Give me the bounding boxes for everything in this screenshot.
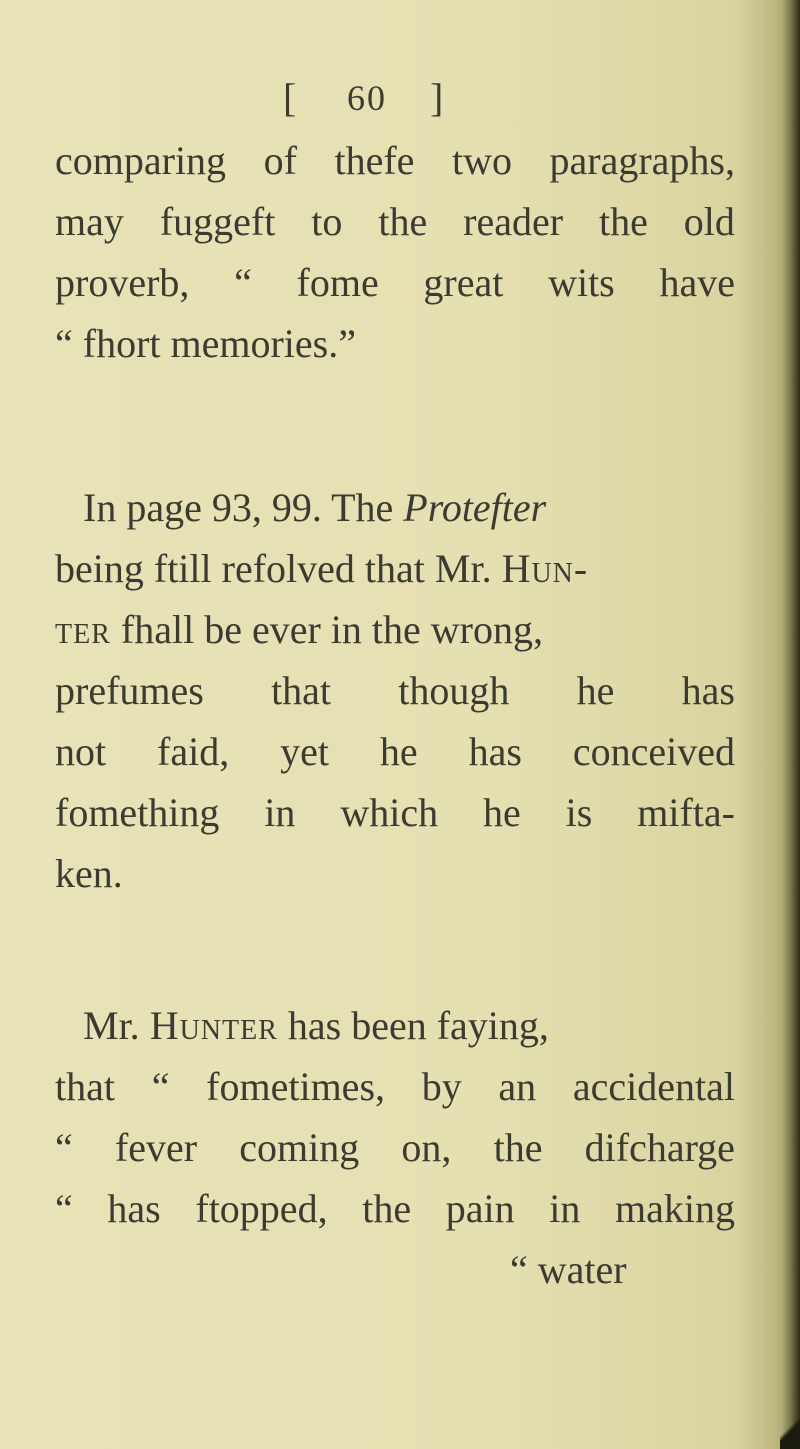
word: fever — [114, 1125, 198, 1170]
text-run: In page 93, 99. The — [83, 485, 404, 530]
small-caps-name: Hunter — [149, 1003, 278, 1048]
word: proverb, — [55, 260, 190, 305]
word: pain — [445, 1186, 515, 1231]
text-line: “ fhort memories.” — [55, 321, 356, 366]
page-number: 60 — [347, 78, 387, 118]
word: fometimes, — [206, 1064, 386, 1109]
word: comparing — [55, 138, 227, 183]
word: paragraphs, — [549, 138, 735, 183]
word: which — [340, 790, 439, 835]
text-line — [55, 193, 735, 251]
word: an — [498, 1064, 537, 1109]
text-line — [55, 723, 735, 781]
small-caps-name: Hun- — [501, 546, 589, 591]
text-run: fhall be ever in the wrong, — [110, 607, 543, 652]
word: not — [55, 729, 107, 774]
text-line — [83, 997, 549, 1055]
text-line — [55, 540, 588, 598]
word: ftopped, — [195, 1186, 328, 1231]
word: “ — [55, 1125, 73, 1170]
text-line — [83, 479, 546, 537]
word: has — [468, 729, 522, 774]
word: of — [263, 138, 297, 183]
page-corner-shadow — [780, 1409, 800, 1449]
word: conceived — [572, 729, 735, 774]
word: “ — [234, 260, 252, 305]
word: he — [482, 790, 521, 835]
word: he — [576, 668, 615, 713]
word: great — [423, 260, 504, 305]
word: faid, — [157, 729, 230, 774]
word: yet — [280, 729, 329, 774]
word: though — [398, 668, 510, 713]
word: in — [549, 1186, 581, 1231]
text-line — [55, 1119, 735, 1177]
word: thefe — [334, 138, 415, 183]
word: on, — [401, 1125, 452, 1170]
word: that — [271, 668, 332, 713]
text-line — [55, 784, 735, 842]
text-line — [55, 254, 735, 312]
word: fuggeft — [159, 199, 276, 244]
word: fomething — [55, 790, 220, 835]
word: to — [311, 199, 343, 244]
word: the — [493, 1125, 543, 1170]
word: “ — [55, 1186, 73, 1231]
page-edge-shadow — [782, 0, 800, 1449]
text-run: has been faying, — [277, 1003, 549, 1048]
text-line — [55, 601, 543, 659]
word: may — [55, 199, 124, 244]
right-bracket: ] — [430, 75, 446, 120]
word: the — [378, 199, 428, 244]
italic-title: Protefter — [403, 485, 547, 530]
text-line: ken. — [55, 851, 123, 896]
left-bracket: [ — [283, 75, 299, 120]
word: wits — [548, 260, 615, 305]
text-line — [55, 662, 735, 720]
word: two — [451, 138, 512, 183]
word: by — [421, 1064, 462, 1109]
word: reader — [463, 199, 564, 244]
word: the — [598, 199, 648, 244]
text-run: Mr. — [83, 1003, 150, 1048]
word: difcharge — [584, 1125, 735, 1170]
word: in — [264, 790, 296, 835]
word: prefumes — [55, 668, 204, 713]
word: has — [107, 1186, 161, 1231]
text-line — [55, 1058, 735, 1116]
word: is — [565, 790, 593, 835]
text-line — [55, 132, 735, 190]
word: “ — [151, 1064, 170, 1109]
word: he — [379, 729, 418, 774]
word: old — [683, 199, 735, 244]
word: that — [55, 1064, 115, 1109]
word: has — [681, 668, 735, 713]
word: coming — [239, 1125, 360, 1170]
word: fome — [296, 260, 379, 305]
word: the — [362, 1186, 412, 1231]
word: accidental — [572, 1064, 735, 1109]
word: making — [615, 1186, 735, 1231]
word: mifta- — [637, 790, 735, 835]
text-run: being ftill refolved that Mr. — [55, 546, 502, 591]
word: have — [659, 260, 735, 305]
catchword: “ water — [510, 1247, 627, 1292]
small-caps-name: ter — [55, 607, 111, 652]
text-line — [55, 1180, 735, 1238]
